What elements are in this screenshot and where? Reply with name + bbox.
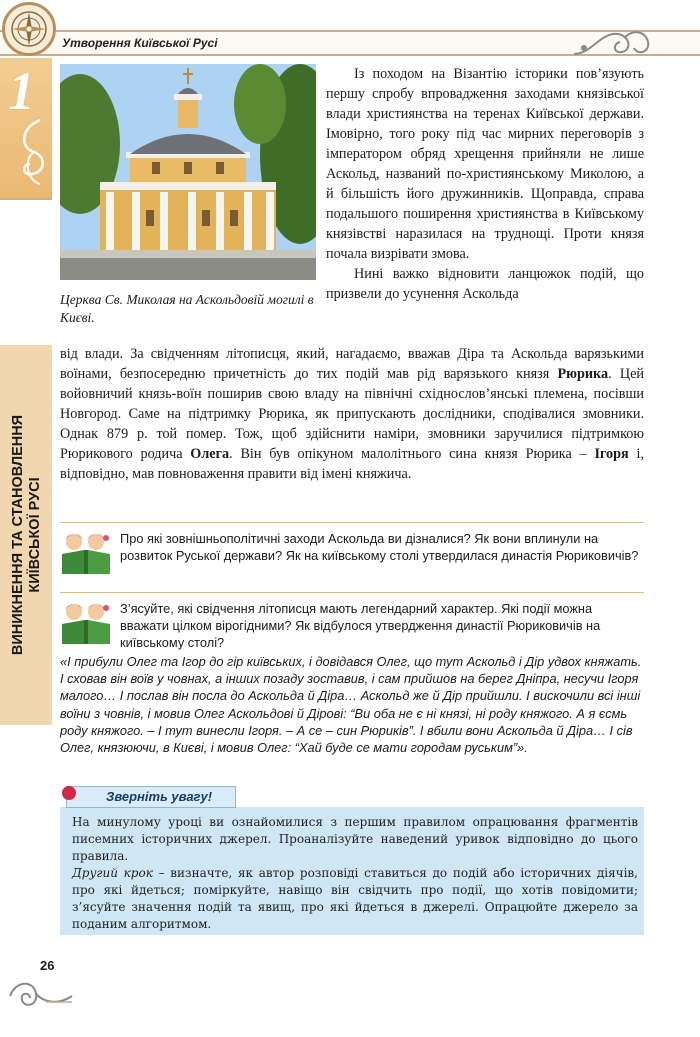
paragraph-2 [60, 344, 644, 484]
term-oleg: Олега [190, 446, 230, 462]
reading-children-icon [58, 530, 114, 576]
question-1: Про які зовнішньополітичні заходи Аскольда ви дізналися? Як вони вплинули на розвиток Руської держави? Як на київському столі утвердилася династія Рюриковичів? [120, 531, 639, 563]
paragraph-2-text-b: . Цей войовничий князь-воїн поширив свою владу на північні східнослов’янські племена, посівши Новгород. Саме на підтримку Рюрика, як припускають дослідники, сподівалися змовники. Однак 879 р. той помер. Тож, щоб здійснити наміри, змовники заручилися підтримкою Рюрикового родича [60, 366, 644, 462]
question-rule [60, 522, 644, 523]
paragraph-column [326, 64, 644, 304]
side-section-title [10, 349, 44, 721]
attention-dot-icon [62, 786, 76, 800]
attention-intro: На минулому уроці ви ознайомилися з першим правилом опрацювання фрагментів писемних історичних джерел. Проаналізуйте наведений уривок відповідно до цього правила. [72, 815, 638, 863]
paragraph-1: Із походом на Візантію історики пов’язують першу спробу впровадження заходами князівської влади християнства на теренах Київської держави. Імовірно, того року під час мирних переговорів з імператором обряд хрещення прийняли не лише Аскольд, названий по-християнському Миколою, а й більшість його дружинників. Щоправда, справа подальшого поширення християнства в Київському князівстві наразилася на труднощі. Проти князя почала визрівати змова. [326, 66, 644, 262]
term-rurik: Рюрика [557, 366, 609, 382]
attention-step-label: Другий крок [72, 866, 153, 880]
ornament-swirl-icon [6, 974, 76, 1014]
question-2: З’ясуйте, які свідчення літописця мають легендарний характер. Які події можна вважати цілком вірогідними? Як відбулося утвердження династії Рюриковичів на київському столі? [120, 601, 601, 650]
attention-text [72, 814, 638, 933]
page-number: 26 [40, 958, 55, 973]
compass-emblem-icon [2, 2, 56, 56]
paragraph-2-text-a: від влади. За свідченням літописця, який, нагадаємо, вважав Діра та Аскольда варязькими воїнами, безпосередню причетність до тих подій мав рід варязького князя [60, 346, 644, 382]
term-igor: Ігоря [594, 446, 629, 462]
paragraph-2-text-c: . Він був опікуном малолітнього сина князя Рюрика – [229, 446, 595, 462]
reading-children-icon [58, 600, 114, 646]
ornament-swirl-icon [14, 118, 50, 188]
attention-title: Зверніть увагу! [106, 789, 213, 804]
chronicle-quote: «І прибули Олег та Ігор до гір київських, і довідався Олег, що тут Аскольд і Дір удвох княжать. І сховав він воїв у човнах, а інших позаду зоставив, і сам прийшов на берег Дніпра, несучи Ігоря малого… І послав він посла до Аскольда й Діра… Аскольд же й Дір прийшли. І вискочили всі інші воїни з човнів, і мовив Олег Аскольдові й Дірові: “Ви оба не є ні князі, ні роду княжого. А я єсмь роду княжого. – І тут винесли Ігоря. – А се – син Рюриків”. І вбили вони Аскольда й Діра… І сів Олег, князюючи, в Києві, і мовив Олег: “Хай буде се мати городам руським”». [60, 654, 642, 756]
church-photo [60, 64, 316, 280]
side-title-line-2: КИЇВСЬКОЇ РУСІ [27, 477, 43, 593]
chapter-number: 1 [8, 61, 35, 121]
side-title-line-1: ВИНИКНЕННЯ ТА СТАНОВЛЕННЯ [10, 414, 26, 656]
side-text-wrap [4, 345, 50, 725]
paragraph-2-text-d: і, відповідно, мав повноваження правити від імені княжича. [60, 446, 644, 482]
running-header-title: Утворення Київської Русі [62, 36, 218, 50]
ornament-swirl-icon [572, 24, 652, 60]
attention-step-text: – визначте, як автор розповіді ставиться до подій або історичних діячів, про які йдеться; поміркуйте, навіщо він свідчить про події, що хотів повідомити; з’ясуйте значення подій та явищ, про які йдеться в джерелі. Опрацюйте джерело за поданим алгоритмом. [72, 866, 638, 931]
photo-caption: Церква Св. Миколая на Аскольдовій могилі в Києві. [60, 292, 314, 325]
paragraph-2-start: Нині важко відновити ланцюжок подій, що призвели до усунення Аскольда [326, 266, 644, 302]
question-rule [60, 592, 644, 593]
